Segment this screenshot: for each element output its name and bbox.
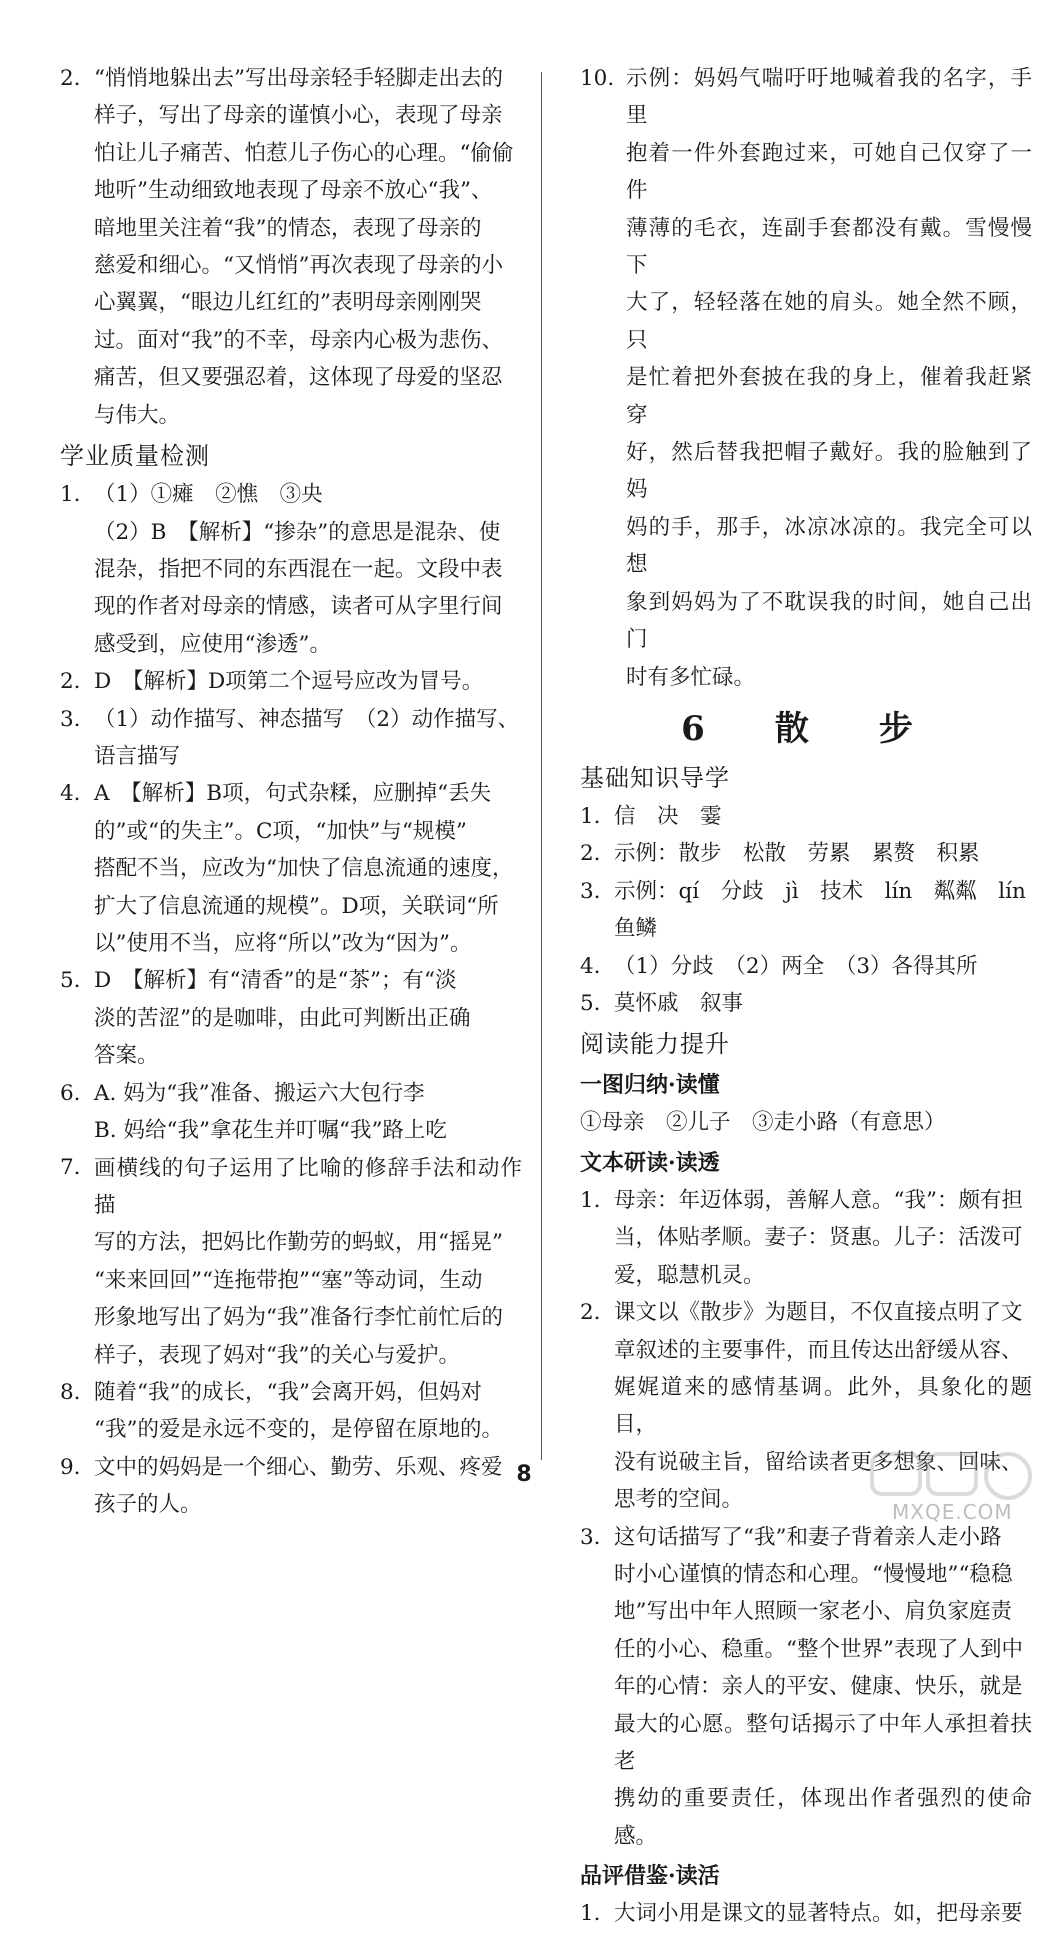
text-line: 以”使用不当，应将“所以”改为“因为”。 — [94, 931, 472, 957]
text-line: 扩大了信息流通的规模”。D项，关联词“所 — [94, 893, 499, 919]
text-line: A 【解析】B项，句式杂糅，应删掉“丢失 — [94, 781, 492, 807]
text-line: 淡的苦涩”的是咖啡，由此可判断出正确 — [94, 1005, 471, 1031]
text-line: 痛苦，但又要强忍着，这体现了母爱的坚忍 — [94, 365, 503, 391]
quality-item-3 — [60, 701, 522, 776]
item-text — [614, 798, 1032, 835]
lesson-title: 6 散 步 — [681, 708, 931, 749]
quality-item-2 — [60, 663, 522, 700]
item-text — [94, 60, 522, 434]
text-line: 最大的心愿。整句话揭示了中年人承担着扶老 — [614, 1711, 1032, 1774]
item-text — [614, 1519, 1032, 1856]
text-line: 母亲：年迈体弱，善解人意。“我”：颇有担 — [614, 1187, 1023, 1213]
text-line: 的”或“的失主”。C项，“加快”与“规模” — [94, 818, 467, 844]
basics-items — [580, 798, 1032, 1023]
text-line: 慈爱和细心。“又悄悄”再次表现了母亲的小 — [94, 253, 503, 279]
quality-item-7 — [60, 1149, 522, 1373]
item-number: 10. — [580, 66, 615, 91]
text-line: 没有说破主旨，留给读者更多想象、回味、 — [614, 1449, 1023, 1475]
text-line: （1）动作描写、神态描写 （2）动作描写、 — [94, 706, 520, 732]
text-line: 任的小心、稳重。“整个世界”表现了人到中 — [614, 1636, 1023, 1662]
text-line: 文中的妈妈是一个细心、勤劳、乐观、疼爱 — [94, 1454, 503, 1480]
item-number: 2. — [580, 841, 601, 867]
quality-item-6 — [60, 1075, 522, 1150]
item-number: 2. — [60, 669, 81, 695]
item-text — [614, 948, 1032, 985]
quality-item-4 — [60, 775, 522, 962]
text-line: 示例：妈妈气喘吁吁地喊着我的名字，手里 — [626, 66, 1032, 129]
text-line: 孩子的人。 — [94, 1492, 202, 1518]
quality-check-items — [60, 476, 522, 1524]
item-text — [94, 775, 522, 962]
text-line: 搭配不当，应改为“加快了信息流通的速度， — [94, 856, 514, 882]
item-number: 1. — [580, 803, 601, 829]
item-text — [614, 985, 1032, 1022]
text-line: 爱，聪慧机灵。 — [614, 1262, 765, 1288]
item-text — [614, 835, 1032, 872]
text-line: 象到妈妈为了不耽误我的时间，她自己出门 — [626, 589, 1032, 653]
basics-item-4 — [580, 948, 1032, 985]
text-line: 娓娓道来的感情基调。此外，具象化的题目， — [614, 1374, 1032, 1438]
item-number: 8. — [60, 1379, 81, 1405]
item-text — [94, 701, 522, 776]
text-line: 妈的手，那手，冰凉冰凉的。我完全可以想 — [626, 514, 1032, 578]
item-text — [614, 1895, 1032, 1932]
text-line: 课文以《散步》为题目，不仅直接点明了文 — [614, 1300, 1023, 1326]
item-number: 6. — [60, 1080, 81, 1106]
item-number: 3. — [60, 706, 81, 732]
text-line: 大了，轻轻落在她的肩头。她全然不顾，只 — [626, 290, 1032, 353]
item-number: 4. — [580, 953, 601, 979]
item-number: 1. — [60, 482, 81, 508]
reading-item-3 — [580, 1519, 1032, 1856]
text-line: “悄悄地躲出去”写出母亲轻手轻脚走出去的 — [94, 66, 503, 92]
text-line: 这句话描写了“我”和妻子背着亲人走小路 — [614, 1524, 1002, 1550]
text-line: 是忙着把外套披在我的身上，催着我赶紧穿 — [626, 365, 1032, 428]
text-line: 地”写出中年人照顾一家老小、肩负家庭责 — [614, 1599, 1012, 1625]
text-line: 混杂，指把不同的东西混在一起。文段中表 — [94, 556, 503, 582]
item-text — [626, 60, 1032, 696]
text-line: B. 妈给“我”拿花生并叮嘱“我”路上吃 — [94, 1118, 447, 1144]
text-line: 信 决 霎 — [614, 803, 722, 829]
quality-item-8 — [60, 1374, 522, 1449]
quality-item-5 — [60, 962, 522, 1074]
text-line: 好，然后替我把帽子戴好。我的脸触到了妈 — [626, 440, 1032, 503]
text-line: 示例：散步 松散 劳累 累赘 积累 — [614, 841, 980, 867]
text-line: 感受到，应使用“渗透”。 — [94, 631, 331, 657]
item-number: 2. — [60, 66, 81, 91]
item-number: 7. — [60, 1155, 81, 1181]
text-line: 答案。 — [94, 1043, 159, 1069]
text-line: 抱着一件外套跑过来，可她自己仅穿了一件 — [626, 140, 1032, 204]
item-number: 3. — [580, 1524, 601, 1550]
reading-item-1 — [580, 1182, 1032, 1294]
item-number: 4. — [60, 781, 81, 807]
text-line: 示例：qí 分歧 jì 技术 lín 粼粼 lín — [614, 878, 1026, 904]
subsection-appreciation: 品评借鉴·读活 — [580, 1863, 720, 1890]
item-number: 5. — [580, 991, 601, 1017]
text-line: 形象地写出了妈为“我”准备行李忙前忙后的 — [94, 1305, 503, 1331]
text-line: （1）分歧 （2）两全 （3）各得其所 — [614, 953, 978, 979]
text-line: 鱼鳞 — [614, 916, 658, 942]
quality-item-1 — [60, 476, 522, 663]
text-line: 与伟大。 — [94, 402, 181, 428]
text-line: 语言描写 — [94, 743, 181, 769]
left-column — [60, 60, 522, 1524]
section-title-reading: 阅读能力提升 — [580, 1030, 730, 1059]
text-line: 写的方法，把妈比作勤劳的蚂蚁，用“摇晃” — [94, 1230, 503, 1256]
text-line: 大词小用是课文的显著特点。如，把母亲要 — [614, 1901, 1023, 1927]
text-line: 当，体贴孝顺。妻子：贤惠。儿子：活泼可 — [614, 1225, 1023, 1251]
item-text — [94, 962, 522, 1074]
appreciation-item-1 — [580, 1895, 1032, 1932]
text-line: “来来回回”“连拖带抱”“塞”等动词，生动 — [94, 1267, 483, 1293]
basics-item-1 — [580, 798, 1032, 835]
text-line: 怕让儿子痛苦、怕惹儿子伤心的心理。“偷偷 — [94, 140, 514, 166]
text-line: 样子，写出了母亲的谨慎小心，表现了母亲 — [94, 103, 503, 129]
text-line: 地听”生动细致地表现了母亲不放心“我”、 — [94, 178, 493, 204]
section-title-quality-check: 学业质量检测 — [60, 442, 210, 471]
text-line: 画横线的句子运用了比喻的修辞手法和动作描 — [94, 1155, 522, 1218]
text-line: “我”的爱是永远不变的，是停留在原地的。 — [94, 1417, 503, 1443]
text-line: 莫怀戚 叙事 — [614, 991, 744, 1017]
basics-item-5 — [580, 985, 1032, 1022]
page-number: 8 — [516, 1462, 532, 1487]
text-line: D 【解析】有“清香”的是“茶”；有“淡 — [94, 968, 457, 994]
item-text — [94, 476, 522, 663]
text-line: 心翼翼，“眼边儿红红的”表明母亲刚刚哭 — [94, 290, 482, 316]
text-line: D 【解析】D项第二个逗号应改为冒号。 — [94, 669, 484, 695]
item-number: 1. — [580, 1187, 601, 1213]
item-text — [94, 1075, 522, 1150]
watermark-text: MXQE.COM — [892, 1500, 1013, 1524]
summary-text: ①母亲 ②儿子 ③走小路（有意思） — [580, 1110, 946, 1136]
item-text — [94, 1150, 522, 1374]
text-line: 时小心谨慎的情态和心理。“慢慢地”“稳稳 — [614, 1561, 1013, 1587]
text-line: 样子，表现了妈对“我”的关心与爱护。 — [94, 1342, 460, 1368]
subsection-text-study: 文本研读·读透 — [580, 1149, 720, 1176]
item-text — [614, 1182, 1032, 1294]
text-line: （2）B 【解析】“掺杂”的意思是混杂、使 — [94, 519, 501, 545]
text-line: A. 妈为“我”准备、搬运六大包行李 — [94, 1080, 425, 1106]
text-line: 章叙述的主要事件，而且传达出舒缓从容、 — [614, 1337, 1023, 1363]
item-text — [94, 663, 522, 700]
text-line: 暗地里关注着“我”的情态，表现了母亲的 — [94, 215, 482, 241]
text-line: 思考的空间。 — [614, 1487, 744, 1513]
basics-item-3 — [580, 873, 1032, 948]
text-line: 时有多忙碌。 — [626, 664, 756, 690]
item-number: 2. — [580, 1300, 601, 1326]
subsection-summary: 一图归纳·读懂 — [580, 1072, 720, 1099]
item-number: 1. — [580, 1901, 601, 1927]
text-line: 现的作者对母亲的情感，读者可从字里行间 — [94, 594, 503, 620]
item-number: 9. — [60, 1454, 81, 1480]
item-number: 3. — [580, 878, 601, 904]
item-text — [614, 873, 1032, 948]
section-title-basics: 基础知识导学 — [580, 763, 730, 792]
text-line: （1）①瘫 ②憔 ③央 — [94, 482, 323, 508]
item-text — [94, 1374, 522, 1449]
text-line: 随着“我”的成长，“我”会离开妈，但妈对 — [94, 1379, 482, 1405]
answer-item-2-mother — [60, 60, 522, 434]
text-line: 薄薄的毛衣，连副手套都没有戴。雪慢慢下 — [626, 215, 1032, 279]
right-column — [580, 60, 1032, 1933]
text-line: 年的心情：亲人的平安、健康、快乐，就是 — [614, 1674, 1023, 1700]
column-divider — [541, 72, 542, 1460]
basics-item-2 — [580, 835, 1032, 872]
text-line: 过。面对“我”的不幸，母亲内心极为悲伤、 — [94, 327, 503, 353]
text-line: 携幼的重要责任，体现出作者强烈的使命感。 — [614, 1786, 1032, 1849]
item-number: 5. — [60, 968, 81, 994]
answer-item-10-example — [580, 60, 1032, 696]
